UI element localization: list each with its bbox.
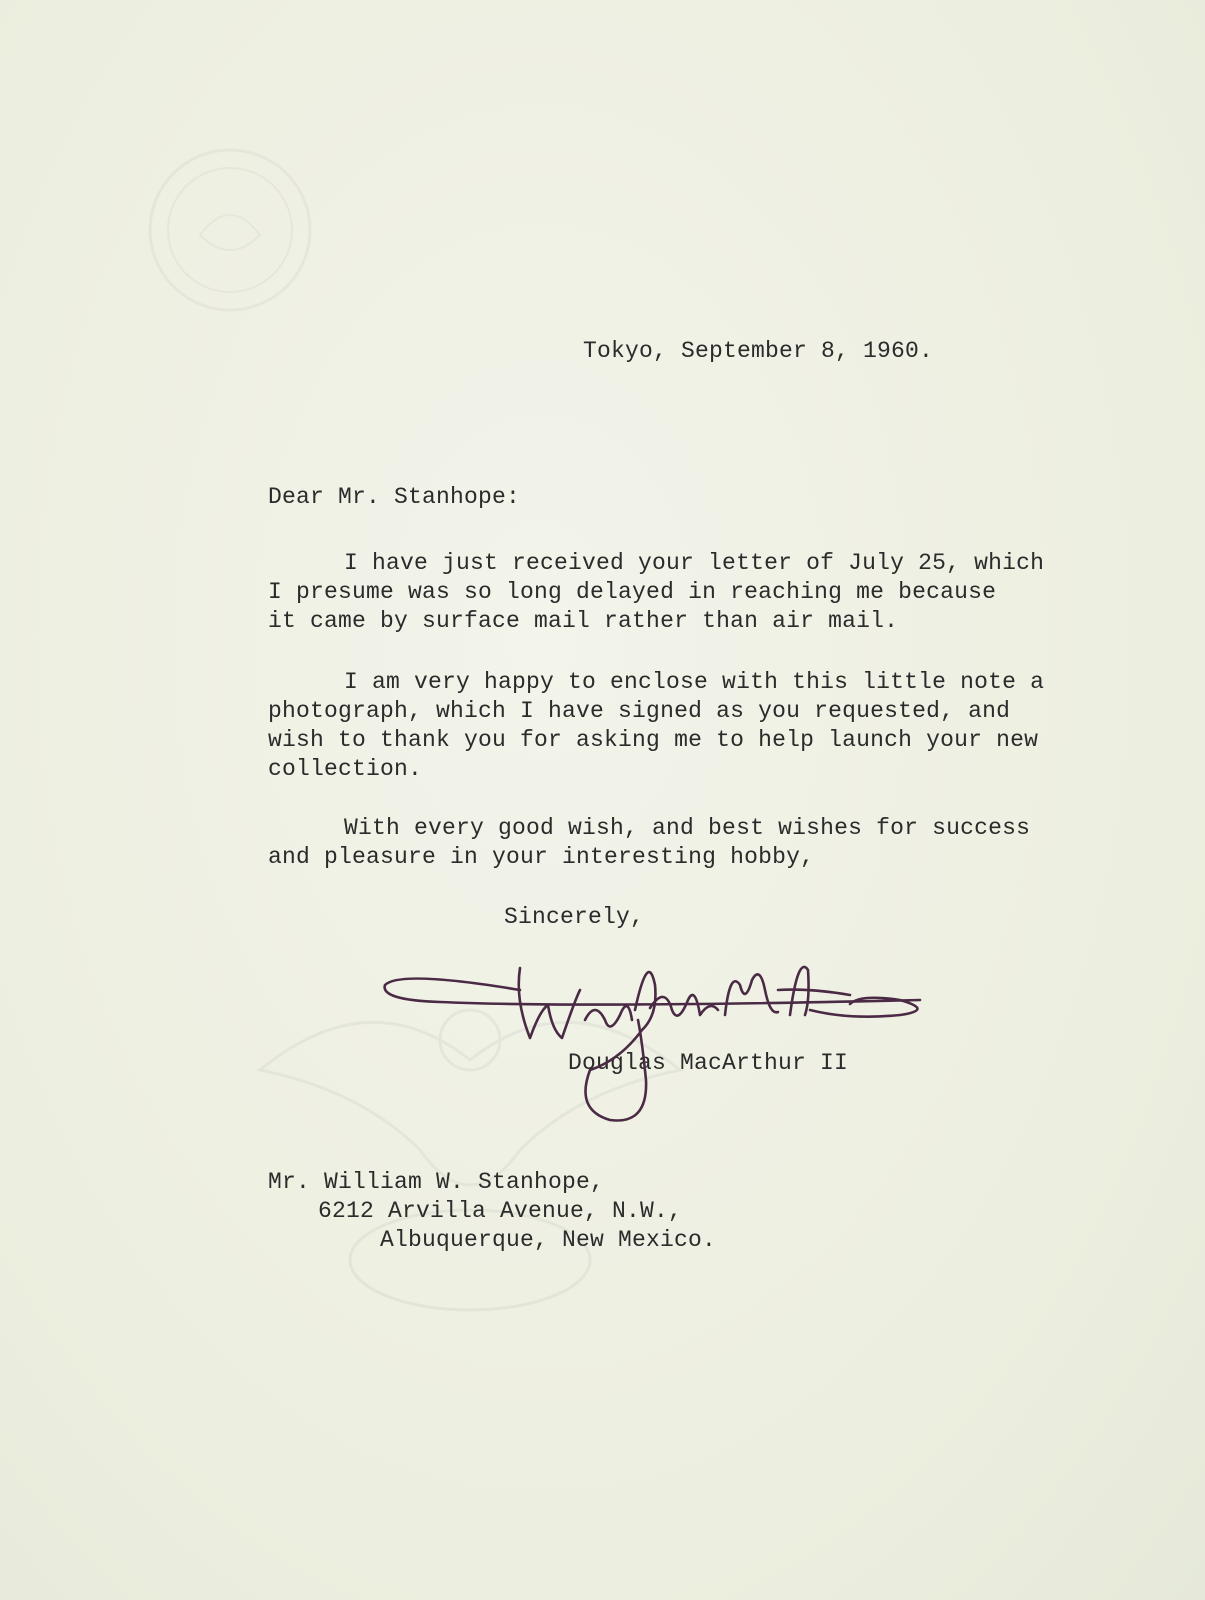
recipient-street: 6212 Arvilla Avenue, N.W., [318,1198,683,1224]
handwritten-signature-icon [380,960,950,1140]
closing: Sincerely, [504,904,645,930]
typed-signatory-name: Douglas MacArthur II [568,1050,849,1076]
recipient-city: Albuquerque, New Mexico. [380,1227,717,1253]
paragraph-2-line-2: photograph, which I have signed as you requested, and [268,698,1011,724]
recipient-name: Mr. William W. Stanhope, [268,1169,605,1195]
paragraph-2-line-4: collection. [268,756,423,782]
paragraph-1-line-2: I presume was so long delayed in reaching me because [268,579,997,605]
salutation: Dear Mr. Stanhope: [268,484,521,510]
paragraph-3-line-1: With every good wish, and best wishes for success [344,815,1031,841]
letter-date: Tokyo, September 8, 1960. [583,338,934,364]
paragraph-2-line-3: wish to thank you for asking me to help launch your new [268,727,1039,753]
paragraph-3-line-2: and pleasure in your interesting hobby, [268,844,815,870]
embossed-seal-watermark-icon [140,140,320,320]
paragraph-1-line-3: it came by surface mail rather than air mail. [268,608,899,634]
paragraph-2-line-1: I am very happy to enclose with this little note a [344,669,1045,695]
paragraph-1-line-1: I have just received your letter of July 25, which [344,550,1045,576]
